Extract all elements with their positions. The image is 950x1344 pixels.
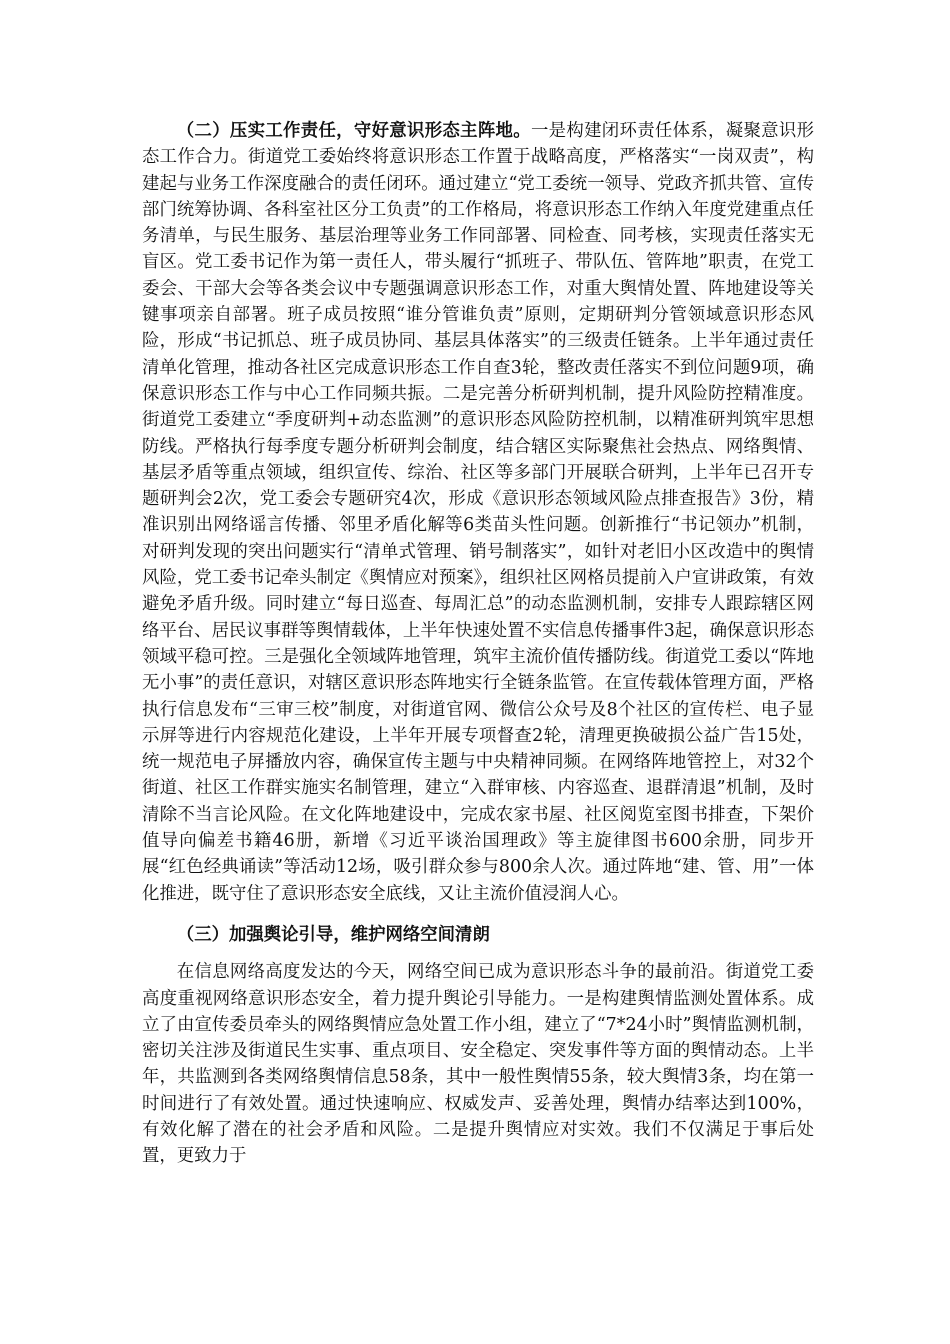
section-3-heading: （三）加强舆论引导，维护网络空间清朗 [176, 924, 490, 945]
section-2-body: 一是构建闭环责任体系，凝聚意识形态工作合力。街道党工委始终将意识形态工作置于战略高度，严格落实“一岗双责”，构建起与业务工作深度融合的责任闭环。通过建立“党工委统一领导、党政齐抓共管、宣传部门统筹协调、各科室社区分工负责”的工作格局，将意识形态工作纳入年度党建重点任务清单，与民生服务、基层治理等业务工作同部署、同检查、同考核，实现责任落实无盲区。党工委书记作为第一责任人，带头履行“抓班子、带队伍、管阵地”职责，在党工委会、干部大会等各类会议中专题强调意识形态工作，对重大舆情处置、阵地建设等关键事项亲自部署。班子成员按照“谁分管谁负责”原则，定期研判分管领域意识形态风险，形成“书记抓总、班子成员协同、基层具体落实”的三级责任链条。上半年通过责任清单化管理，推动各社区完成意识形态工作自查3轮，整改责任落实不到位问题9项，确保意识形态工作与中心工作同频共振。二是完善分析研判机制，提升风险防控精准度。街道党工委建立“季度研判+动态监测”的意识形态风险防控机制，以精准研判筑牢思想防线。严格执行每季度专题分析研判会制度，结合辖区实际聚焦社会热点、网络舆情、基层矛盾等重点领域，组织宣传、综治、社区等多部门开展联合研判，上半年已召开专题研判会2次，党工委会专题研究4次，形成《意识形态领域风险点排查报告》3份，精准识别出网络谣言传播、邻里矛盾化解等6类苗头性问题。创新推行“书记领办”机制，对研判发现的突出问题实行“清单式管理、销号制落实”，如针对老旧小区改造中的舆情风险，党工委书记牵头制定《舆情应对预案》，组织社区网格员提前入户宣讲政策，有效避免矛盾升级。同时建立“每日巡查、每周汇总”的动态监测机制，安排专人跟踪辖区网络平台、居民议事群等舆情载体，上半年快速处置不实信息传播事件3起，确保意识形态领域平稳可控。三是强化全领域阵地管理，筑牢主流价值传播防线。街道党工委以“阵地无小事”的责任意识，对辖区意识形态阵地实行全链条监管。在宣传载体管理方面，严格执行信息发布“三审三校”制度，对街道官网、微信公众号及8个社区的宣传栏、电子显示屏等进行内容规范化建设，上半年开展专项督查2轮，清理更换破损公益广告15处，统一规范电子屏播放内容，确保宣传主题与中央精神同频。在网络阵地管控上，对32个街道、社区工作群实施实名制管理，建立“入群审核、内容巡查、退群清退”机制，及时清除不当言论风险。在文化阵地建设中，完成农家书屋、社区阅览室图书排查，下架价值导向偏差书籍46册，新增《习近平谈治国理政》等主旋律图书600余册，同步开展“红色经典诵读”等活动12场，吸引群众参与800余人次。通过阵地“建、管、用”一体化推进，既守住了意识形态安全底线，又让主流价值浸润人心。 [142, 121, 814, 904]
section-2-paragraph [142, 118, 814, 907]
section-2-heading: （二）压实工作责任，守好意识形态主阵地。 [176, 121, 531, 141]
document-page [142, 118, 814, 1170]
section-3-paragraph: 在信息网络高度发达的今天，网络空间已成为意识形态斗争的最前沿。街道党工委高度重视网络意识形态安全，着力提升舆论引导能力。一是构建舆情监测处置体系。成立了由宣传委员牵头的网络舆情应急处置工作小组，建立了“7*24小时”舆情监测机制，密切关注涉及街道民生实事、重点项目、安全稳定、突发事件等方面的舆情动态。上半年，共监测到各类网络舆情信息58条，其中一般性舆情55条，较大舆情3条，均在第一时间进行了有效处置。通过快速响应、权威发声、妥善处理，舆情办结率达到100%，有效化解了潜在的社会矛盾和风险。二是提升舆情应对实效。我们不仅满足于事后处置，更致力于 [142, 962, 814, 1167]
